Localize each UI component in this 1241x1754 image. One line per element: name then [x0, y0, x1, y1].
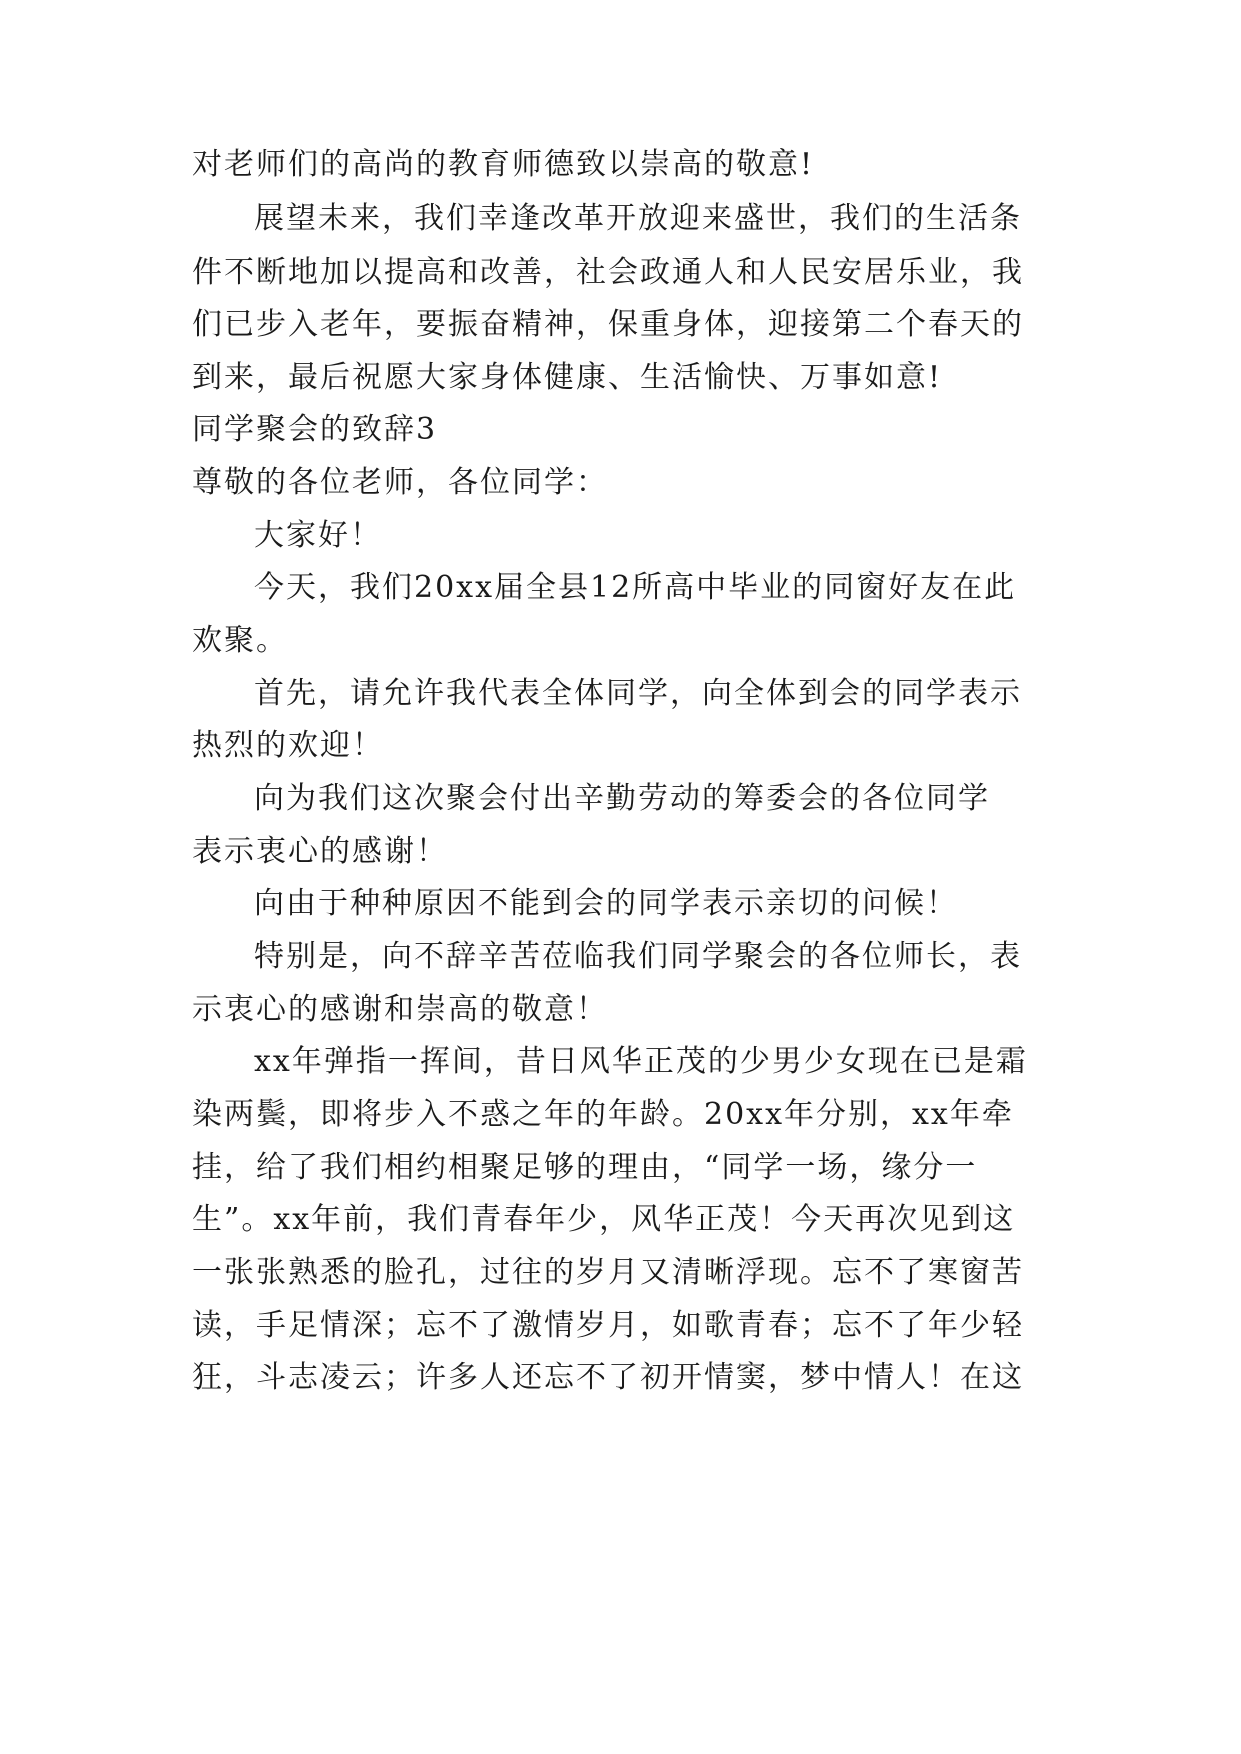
text-line: 特别是，向不辞辛苦莅临我们同学聚会的各位师长，表: [254, 939, 1022, 974]
text-line: 表示衷心的感谢！: [192, 834, 448, 869]
text-line: 今天，我们20xx届全县12所高中毕业的同窗好友在此: [254, 570, 1017, 605]
text-line: 狂，斗志凌云；许多人还忘不了初开情窦，梦中情人！在这: [192, 1360, 1024, 1395]
text-line: 示衷心的感谢和崇高的敬意！: [192, 992, 608, 1027]
text-line: 染两鬓，即将步入不惑之年的年龄。20xx年分别，xx年牵: [192, 1097, 1014, 1132]
text-line: 们已步入老年，要振奋精神，保重身体，迎接第二个春天的: [192, 307, 1024, 342]
section-heading: 同学聚会的致辞3: [192, 412, 438, 447]
text-line: 件不断地加以提高和改善，社会政通人和人民安居乐业，我: [192, 255, 1024, 290]
text-line: 欢聚。: [192, 623, 288, 658]
text-line: 热烈的欢迎！: [192, 728, 384, 763]
salutation: 尊敬的各位老师，各位同学：: [192, 465, 608, 500]
text-line: 生”。xx年前，我们青春年少，风华正茂！今天再次见到这: [192, 1202, 1016, 1237]
text-line: 对老师们的高尚的教育师德致以崇高的敬意!: [192, 147, 815, 182]
text-line: 向为我们这次聚会付出辛勤劳动的筹委会的各位同学: [254, 781, 990, 816]
text-line: 大家好！: [254, 518, 382, 553]
text-line: xx年弹指一挥间，昔日风华正茂的少男少女现在已是霜: [254, 1044, 1028, 1079]
text-line: 到来，最后祝愿大家身体健康、生活愉快、万事如意!: [192, 360, 943, 395]
text-line: 首先，请允许我代表全体同学，向全体到会的同学表示: [254, 676, 1022, 711]
text-line: 挂，给了我们相约相聚足够的理由，“同学一场，缘分一: [192, 1150, 978, 1185]
text-line: 向由于种种原因不能到会的同学表示亲切的问候！: [254, 886, 958, 921]
text-line: 一张张熟悉的脸孔，过往的岁月又清晰浮现。忘不了寒窗苦: [192, 1255, 1024, 1290]
text-line: 读，手足情深；忘不了激情岁月，如歌青春；忘不了年少轻: [192, 1308, 1024, 1343]
text-line: 展望未来，我们幸逢改革开放迎来盛世，我们的生活条: [254, 201, 1022, 236]
